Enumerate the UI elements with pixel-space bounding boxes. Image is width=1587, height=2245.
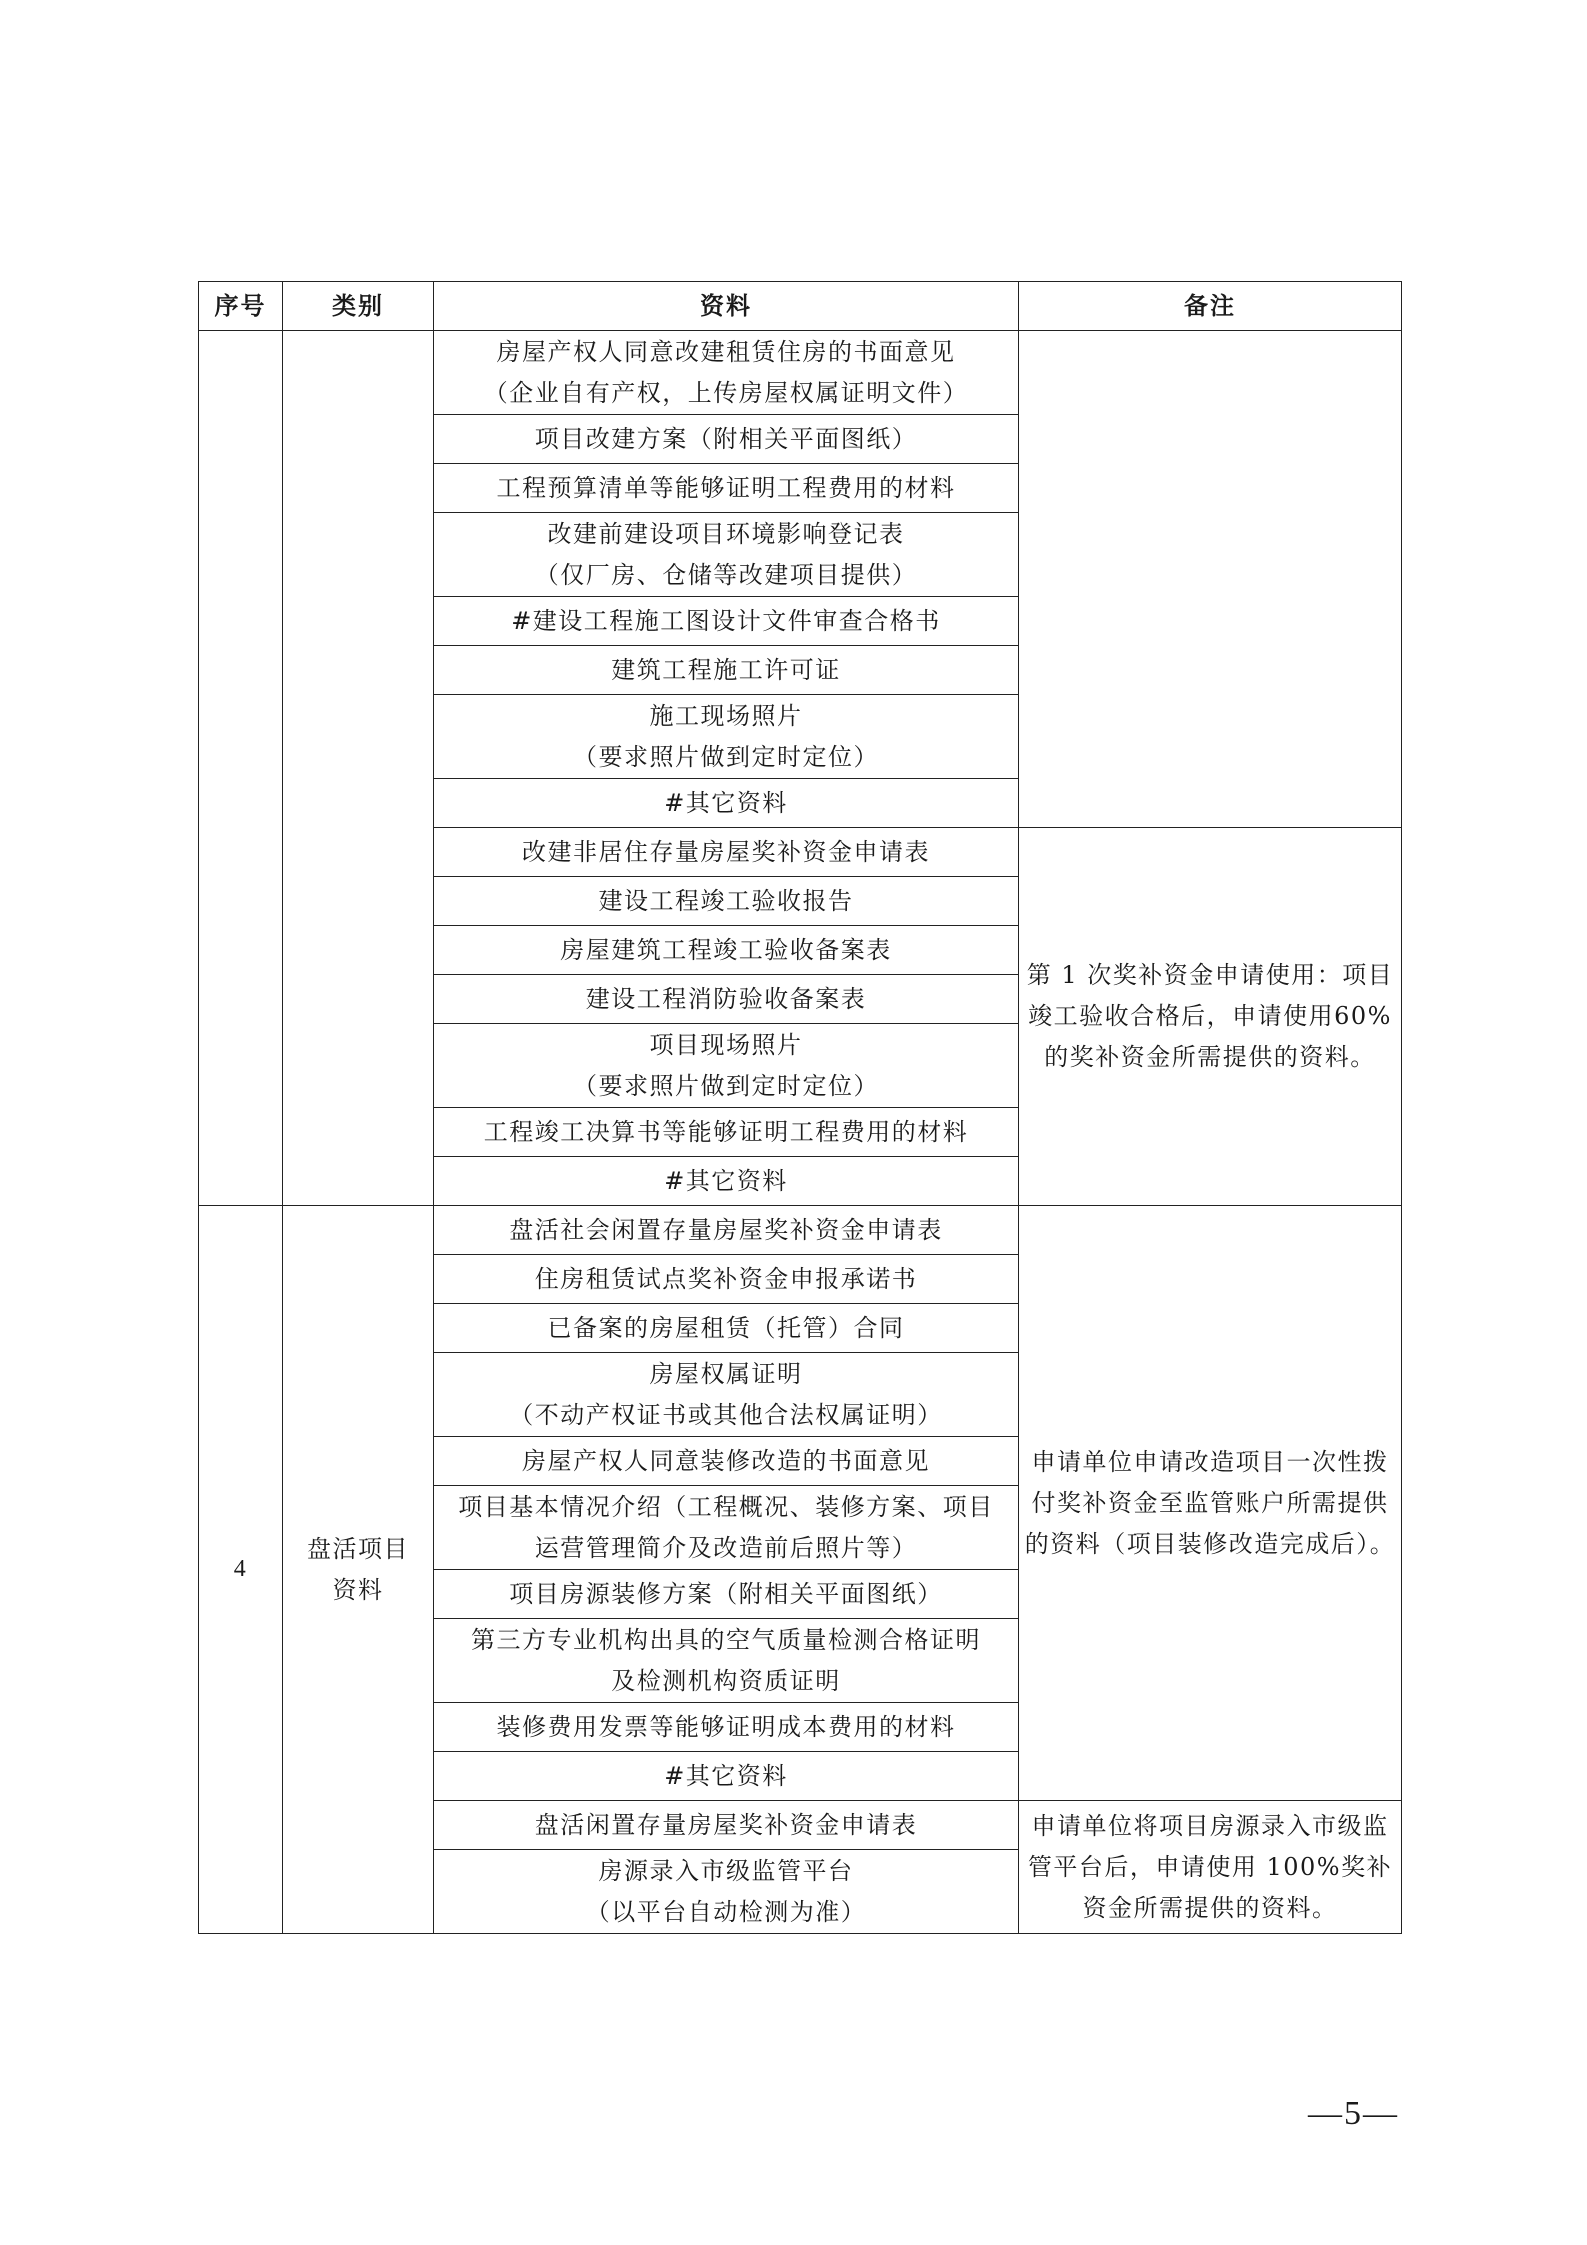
material-item: 项目改建方案（附相关平面图纸） [434,415,1019,464]
material-item: 工程竣工决算书等能够证明工程费用的材料 [434,1108,1019,1157]
material-item: 第三方专业机构出具的空气质量检测合格证明 及检测机构资质证明 [434,1619,1019,1703]
note-cell: 申请单位申请改造项目一次性拨付奖补资金至监管账户所需提供的资料（项目装修改造完成后）。 [1019,1206,1402,1801]
material-item: 项目房源装修方案（附相关平面图纸） [434,1570,1019,1619]
header-materials: 资料 [434,282,1019,331]
material-item: 房屋产权人同意装修改造的书面意见 [434,1437,1019,1486]
seq-number: 4 [199,1206,283,1934]
material-item: 房屋权属证明 （不动产权证书或其他合法权属证明） [434,1353,1019,1437]
materials-table [198,281,1402,1934]
material-item: 施工现场照片 （要求照片做到定时定位） [434,695,1019,779]
note-cell: 第 1 次奖补资金申请使用：项目竣工验收合格后，申请使用60%的奖补资金所需提供的资料。 [1019,828,1402,1206]
category-cell-continued [283,331,434,1206]
header-category: 类别 [283,282,434,331]
material-item: 住房租赁试点奖补资金申报承诺书 [434,1255,1019,1304]
seq-cell-continued [199,331,283,1206]
material-item: 建筑工程施工许可证 [434,646,1019,695]
page-number: —5— [1308,2095,1399,2132]
header-seq: 序号 [199,282,283,331]
material-item: 建设工程竣工验收报告 [434,877,1019,926]
material-item: #其它资料 [434,1752,1019,1801]
material-item: #其它资料 [434,779,1019,828]
category-label: 盘活项目 资料 [283,1206,434,1934]
material-item: 已备案的房屋租赁（托管）合同 [434,1304,1019,1353]
material-item: 工程预算清单等能够证明工程费用的材料 [434,464,1019,513]
note-cell: 申请单位将项目房源录入市级监管平台后，申请使用 100%奖补资金所需提供的资料。 [1019,1801,1402,1934]
material-item: 房源录入市级监管平台 （以平台自动检测为准） [434,1850,1019,1934]
material-item: #建设工程施工图设计文件审查合格书 [434,597,1019,646]
material-item: #其它资料 [434,1157,1019,1206]
material-item: 装修费用发票等能够证明成本费用的材料 [434,1703,1019,1752]
header-notes: 备注 [1019,282,1402,331]
material-item: 房屋建筑工程竣工验收备案表 [434,926,1019,975]
material-item: 建设工程消防验收备案表 [434,975,1019,1024]
material-item: 房屋产权人同意改建租赁住房的书面意见 （企业自有产权，上传房屋权属证明文件） [434,331,1019,415]
material-item: 改建非居住存量房屋奖补资金申请表 [434,828,1019,877]
material-item: 改建前建设项目环境影响登记表 （仅厂房、仓储等改建项目提供） [434,513,1019,597]
note-cell [1019,331,1402,828]
material-item: 盘活社会闲置存量房屋奖补资金申请表 [434,1206,1019,1255]
material-item: 项目基本情况介绍（工程概况、装修方案、项目 运营管理简介及改造前后照片等） [434,1486,1019,1570]
material-item: 项目现场照片 （要求照片做到定时定位） [434,1024,1019,1108]
material-item: 盘活闲置存量房屋奖补资金申请表 [434,1801,1019,1850]
